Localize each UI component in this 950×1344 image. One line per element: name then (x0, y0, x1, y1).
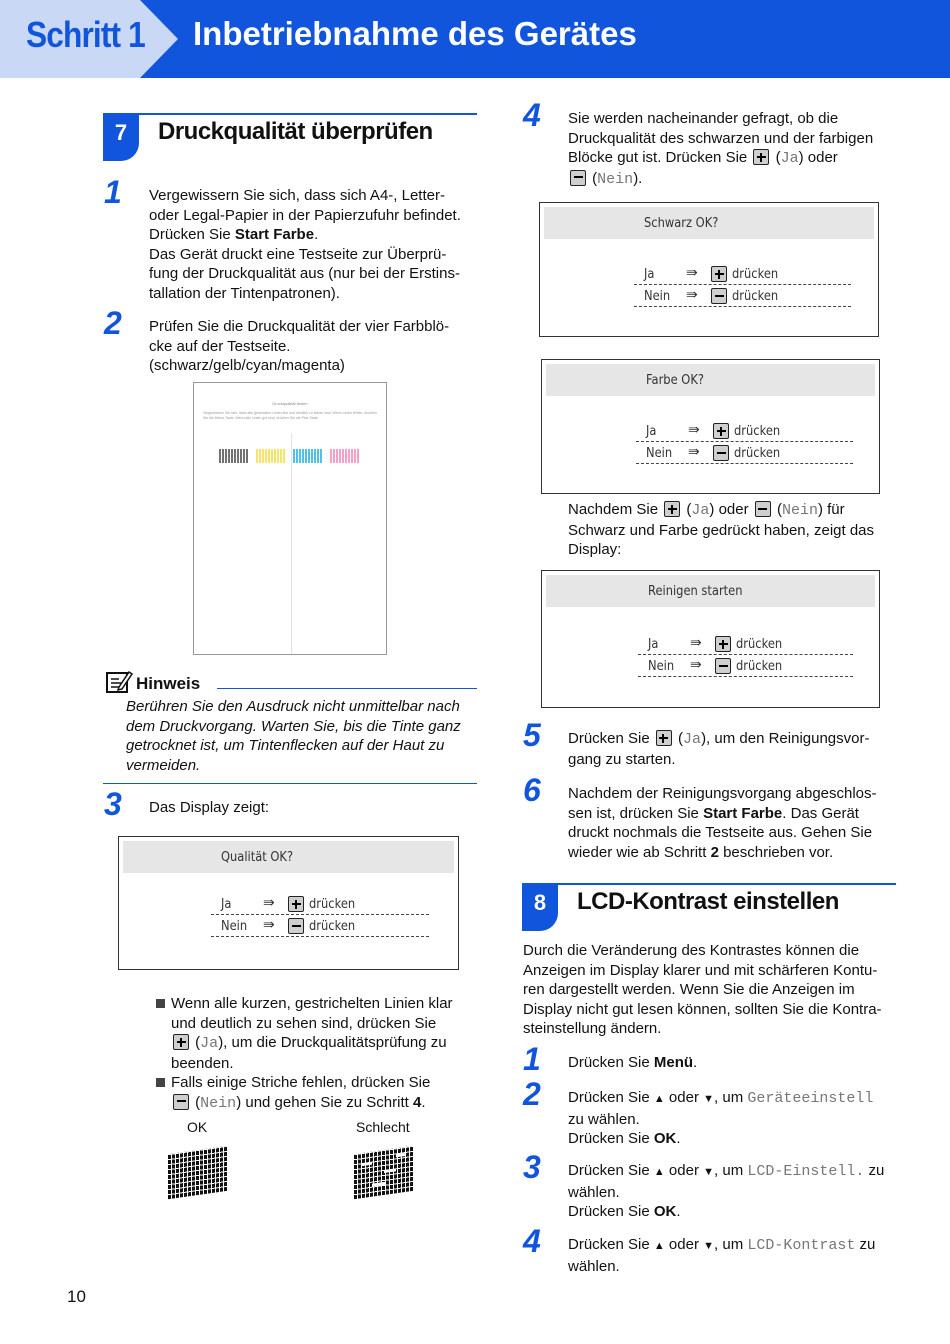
minus-key-icon (288, 918, 304, 934)
minus-key-icon (713, 445, 729, 461)
step-3-text: Das Display zeigt: (149, 799, 270, 816)
step-number: 1 (523, 1041, 541, 1077)
step-number: 3 (104, 786, 122, 822)
up-arrow-icon: ▲ (653, 1240, 665, 1252)
step-number: 4 (523, 1223, 541, 1259)
step-1-text: Vergewissern Sie sich, dass sich A4-, Letter- oder Legal-Papier in der Papierzufuhr befindet. Drücken Sie Start Farbe. Das Gerät druckt eine Testseite zur Überprü- fung der Druckqualität aus (nur bei der Erstins- tallation der Tintenpatronen). (149, 187, 461, 302)
step-8-2-text: Drücken Sie ▲ oder ▼, um Geräteeinstell zu wählen. Drücken Sie OK. (568, 1089, 874, 1147)
bullet-item: Falls einige Striche fehlen, drücken Sie (Nein) und gehen Sie zu Schritt 4. (156, 1073, 486, 1113)
step-number: 5 (523, 717, 541, 753)
note-bottom-rule (103, 783, 477, 784)
section-rule (522, 883, 896, 885)
note-text: Berühren Sie den Ausdruck nicht unmittelbar nach dem Druckvorgang. Warten Sie, bis die Tinte ganz getrocknet ist, um Tintenflecken auf der Haut zu vermeiden. (126, 698, 461, 774)
step-number: 3 (523, 1149, 541, 1185)
section-rule (103, 113, 477, 115)
plus-key-icon (753, 149, 769, 165)
plus-key-icon (713, 423, 729, 439)
lcd-display-clean: Reinigen starten Ja ⇛ drücken Nein ⇛ drücken (541, 570, 880, 708)
black-block (219, 449, 249, 463)
after-text: Nachdem Sie (Ja) oder (Nein) für Schwarz und Farbe gedrückt haben, zeigt das Display: (568, 501, 875, 558)
section-number-badge: 8 (522, 883, 558, 931)
minus-key-icon (173, 1094, 189, 1110)
section-title: LCD-Kontrast einstellen (577, 888, 839, 915)
lcd-display-quality: Qualität OK? Ja ⇛ drücken Nein ⇛ drücken (118, 836, 459, 970)
ok-pattern (168, 1146, 228, 1199)
bullet-item: Wenn alle kurzen, gestrichelten Linien klar und deutlich zu sehen sind, drücken Sie (Ja), um die Druckqualitätsprüfung zu beenden. (156, 994, 486, 1073)
page-number: 10 (67, 1287, 86, 1306)
step-6-text: Nachdem der Reinigungsvorgang abgeschlos- sen ist, drücken Sie Start Farbe. Das Gerät druckt nochmals die Testseite aus. Gehen Sie wieder wie ab Schritt 2 beschrieben vor. (568, 785, 877, 861)
note-rule (217, 688, 477, 689)
note-icon (105, 670, 133, 699)
bad-pattern (354, 1146, 414, 1199)
down-arrow-icon: ▼ (703, 1093, 715, 1105)
plus-key-icon (288, 896, 304, 912)
step-8-1-text: Drücken Sie Menü. (568, 1054, 698, 1071)
step-5-text: Drücken Sie (Ja), um den Reinigungsvor- gang zu starten. (568, 730, 870, 768)
step-2-text: Prüfen Sie die Druckqualität der vier Farbblö- cke auf der Testseite. (schwarz/gelb/cyan/magenta) (149, 318, 450, 374)
minus-key-icon (715, 658, 731, 674)
page-title: Inbetriebnahme des Gerätes (193, 15, 637, 52)
note-title: Hinweis (136, 674, 201, 693)
lcd-display-black: Schwarz OK? Ja ⇛ drücken Nein ⇛ drücken (539, 202, 879, 337)
step-label: Schritt 1 (26, 14, 145, 55)
plus-key-icon (656, 730, 672, 746)
cyan-block (293, 449, 323, 463)
step-number: 6 (523, 772, 541, 808)
minus-key-icon (711, 288, 727, 304)
down-arrow-icon: ▼ (703, 1166, 715, 1178)
test-page-illustration: Druckqualität testen Vergewissern Sie sich, dass alle gedruckten Linien klar und deutlich zu sehen sind. Wenn Linien fehlen, drücken Sie die Minus-Taste. Wenn alle Linien gut sind, drücken Sie die Plus-Taste. (193, 382, 387, 655)
plus-key-icon (711, 266, 727, 282)
section-8-intro: Durch die Veränderung des Kontrastes können die Anzeigen im Display klarer und mit schärferen Kontu- ren dargestellt werden. Wenn Sie die Anzeigen im Display nicht gut lesen können, sollten Sie die Kontra- steinstellung ändern. (523, 942, 882, 1037)
down-arrow-icon: ▼ (703, 1240, 715, 1252)
yellow-block (256, 449, 286, 463)
step-number: 2 (104, 305, 122, 341)
bullet-list (156, 994, 486, 1113)
page-header (0, 0, 950, 78)
up-arrow-icon: ▲ (653, 1166, 665, 1178)
up-arrow-icon: ▲ (653, 1093, 665, 1105)
ok-label: OK (187, 1119, 208, 1135)
step-8-4-text: Drücken Sie ▲ oder ▼, um LCD-Kontrast zu wählen. (568, 1236, 876, 1275)
section-title: Druckqualität überprüfen (158, 118, 433, 145)
minus-key-icon (570, 170, 586, 186)
step-4-text: Sie werden nacheinander gefragt, ob die Druckqualität des schwarzen und der farbigen Blöcke gut ist. Drücken Sie (Ja) oder (Nein). (568, 110, 874, 188)
minus-key-icon (755, 501, 771, 517)
step-number: 4 (523, 97, 541, 133)
lcd-display-color: Farbe OK? Ja ⇛ drücken Nein ⇛ drücken (541, 359, 880, 494)
magenta-block (330, 449, 360, 463)
section-number-badge: 7 (103, 113, 139, 161)
plus-key-icon (173, 1034, 189, 1050)
plus-key-icon (664, 501, 680, 517)
plus-key-icon (715, 636, 731, 652)
bad-label: Schlecht (356, 1119, 410, 1135)
step-number: 1 (104, 174, 122, 210)
step-tab (0, 0, 180, 78)
step-number: 2 (523, 1076, 541, 1112)
step-8-3-text: Drücken Sie ▲ oder ▼, um LCD-Einstell. zu wählen. Drücken Sie OK. (568, 1162, 885, 1220)
